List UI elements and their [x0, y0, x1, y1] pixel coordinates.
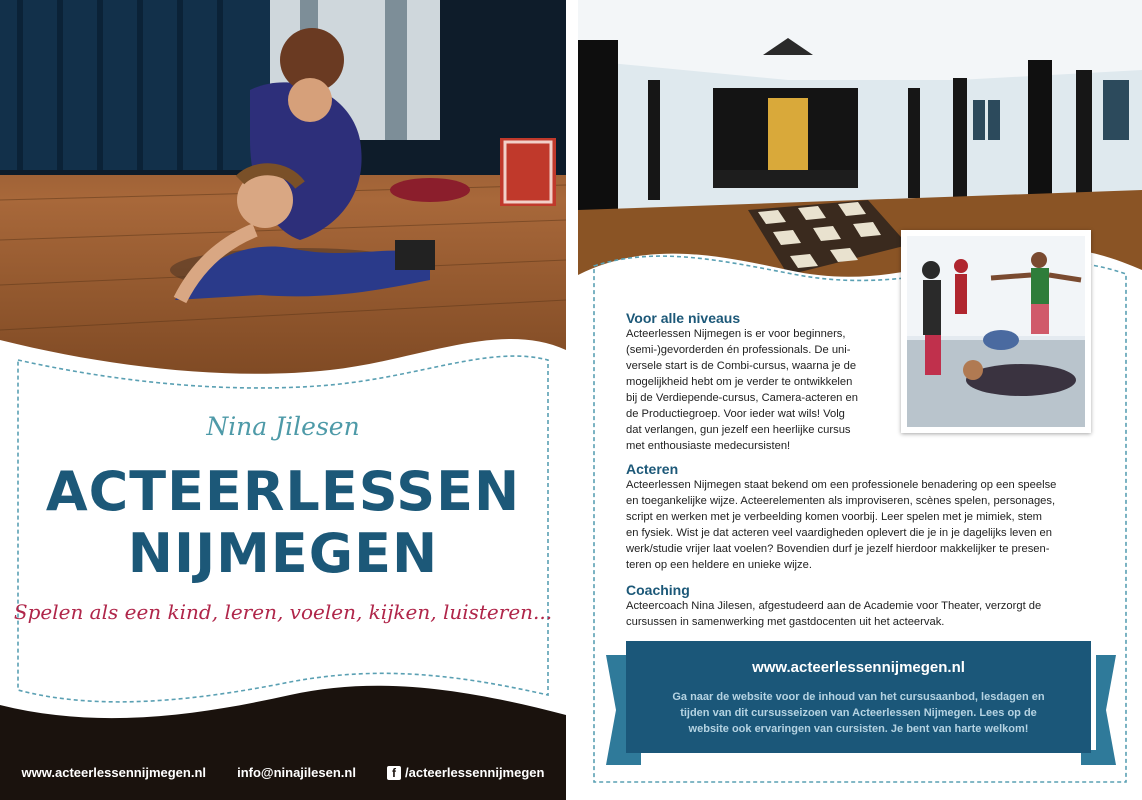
- footer-facebook-link[interactable]: [387, 765, 544, 780]
- section-text-coaching: Acteercoach Nina Jilesen, afgestudeerd aan de Academie voor Theater, verzorgt de cursussen in samenwerking met gastdocenten uit het acteervak.: [626, 600, 1042, 628]
- section-heading-coaching: Coaching: [626, 582, 690, 598]
- section-text-acting: Acteerlessen Nijmegen staat bekend om een professionele benadering op een speelse en toegankelijke wijze. Acteerelementen als improviseren, scènes spelen, personages, script en werken met je verbeelding komen voorbij. Leer spelen met je mimiek, stem en fysiek. Wist je dat acteren veel vaardigheden oplevert die je in je dagelijks leven en werk/studie vrijer laat voelen? Bovendien durf je jezelf hierdoor makkelijker te presen- teren op een heldere en unieke wijze.: [626, 479, 1057, 571]
- cover-page: [0, 0, 566, 800]
- info-page: [578, 0, 1142, 800]
- cover-tagline: Spelen als een kind, leren, voelen, kijken, luisteren...: [13, 600, 553, 624]
- facebook-icon: f: [387, 766, 401, 780]
- section-heading-levels: Voor alle niveaus: [626, 310, 741, 326]
- banner-text: Ga naar de website voor de inhoud van het cursusaanbod, lesdagen en tijden van dit cursusseizoen van Acteerlessen Nijmegen. Lees op de website ook ervaringen van cursisten. Je bent van harte welkom!: [672, 691, 1045, 735]
- dancers-inset-photo: [901, 230, 1091, 433]
- author-name: Nina Jilesen: [206, 412, 360, 441]
- footer-email-link[interactable]: info@ninajilesen.nl: [237, 765, 356, 780]
- footer-facebook-handle: /acteerlessennijmegen: [405, 765, 545, 780]
- section-text-levels: Acteerlessen Nijmegen is er voor beginners, (semi-)gevorderden én professionals. De uni- versele start is de Combi-cursus, waarna je de mogelijkheid hebt om je verder te ontwikkelen bij de Verdiepende-cursus, Camera-acteren en de Productiegroep. Voor ieder wat wils! Volg dat verlangen, gun jezelf een heerlijke cursus met enthousiaste medecursisten!: [626, 328, 858, 452]
- cover-title-line1: ACTEERLESSEN: [45, 460, 521, 523]
- cover-title-line2: NIJMEGEN: [127, 522, 439, 585]
- section-heading-acting: Acteren: [626, 461, 679, 477]
- website-banner: [626, 641, 1091, 753]
- footer-website-link[interactable]: www.acteerlessennijmegen.nl: [21, 765, 207, 780]
- banner-website-link[interactable]: www.acteerlessennijmegen.nl: [752, 659, 965, 676]
- cover-footer: [0, 745, 566, 800]
